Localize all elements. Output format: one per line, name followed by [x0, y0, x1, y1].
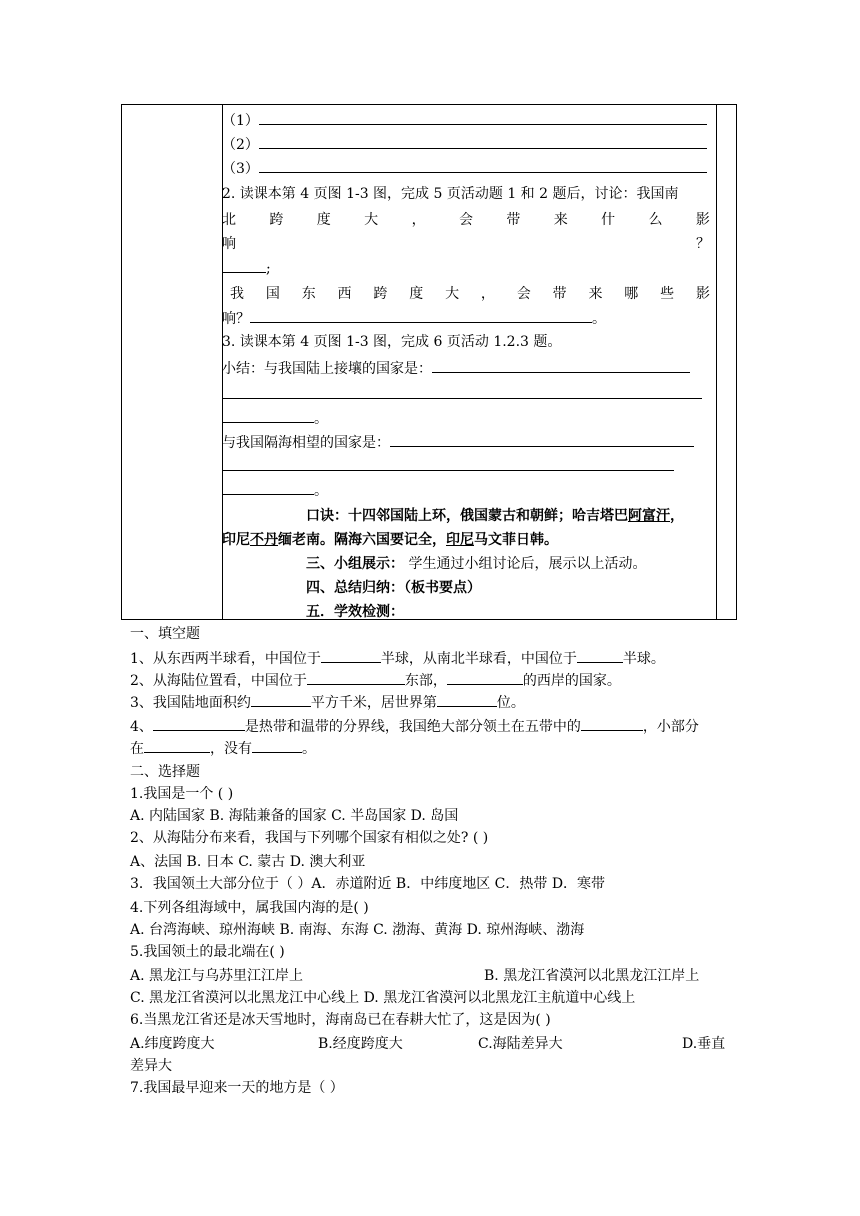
choice-question-5-options-cd: C. 黑龙江省漠河以北黑龙江中心线上 D. 黑龙江省漠河以北黑龙江主航道中心线上	[130, 990, 636, 1006]
blank-line	[432, 358, 690, 373]
summary-land-line-3	[222, 408, 328, 429]
blank-line	[437, 692, 497, 707]
fill-question-2	[130, 670, 621, 691]
summary-sea-neighbors	[222, 432, 694, 453]
text-fragment: 3、我国陆地面积约	[130, 695, 251, 711]
choice-question-6-option-d-cont: 差异大	[130, 1058, 172, 1074]
question-2-ns-blank	[222, 258, 271, 279]
justified-char: 会	[516, 286, 531, 302]
justified-char: 哪	[624, 286, 639, 302]
blank-line	[222, 480, 314, 495]
section-5-check: 五．学效检测：	[306, 604, 404, 620]
justified-char: 西	[337, 286, 352, 302]
text-fragment: ，	[670, 508, 684, 524]
choice-question-6-option-d: D.垂直	[682, 1036, 726, 1052]
blank-line	[577, 648, 623, 663]
text-fragment: 是热带和温带的分界线，我国绝大部分领土在五带中的	[244, 719, 581, 735]
blank-line	[252, 738, 302, 753]
text-fragment: 马文菲日韩。	[474, 532, 558, 548]
answer-line-1	[222, 110, 707, 131]
mnemonic-line-2	[222, 530, 558, 550]
choice-question-2-options: A、法国 B. 日本 C. 蒙古 D. 澳大利亚	[130, 854, 366, 870]
question-2-ns-end	[222, 234, 710, 254]
justified-char: 国	[265, 286, 280, 302]
question-2-east-west-line	[230, 284, 710, 304]
choice-question-5: 5.我国领土的最北端在( )	[130, 944, 285, 960]
part-2-title: 二、选择题	[130, 764, 200, 780]
blank-line	[222, 384, 702, 399]
text-fragment: ？	[696, 236, 710, 252]
justified-char: 影	[695, 286, 710, 302]
question-2-ew-end	[222, 308, 606, 329]
text-fragment: 半球。	[622, 651, 665, 667]
answer-label-1: （1）	[222, 113, 259, 129]
part-1-title: 一、填空题	[130, 626, 200, 642]
text-fragment: 。	[314, 411, 328, 427]
text-fragment: 学生通过小组讨论后，展示以上活动。	[404, 556, 647, 572]
section-4-summary: 四、总结归纳：（板书要点）	[306, 580, 481, 596]
blank-line	[222, 408, 314, 423]
text-fragment: 。	[302, 741, 316, 757]
choice-question-6-option-b: B.经度跨度大	[318, 1036, 403, 1052]
choice-question-3: 3．我国领土大部分位于（ ）A．赤道附近 B．中纬度地区 C．热带 D．寒带	[130, 876, 606, 892]
fill-question-4-cont	[130, 738, 316, 759]
answer-label-2: （2）	[222, 137, 259, 153]
text-fragment: 小结：与我国陆上接壤的国家是：	[222, 361, 432, 377]
section-heading: 三、小组展示：	[306, 556, 404, 572]
justified-char: 来	[553, 212, 568, 228]
justified-char: 跨	[373, 286, 388, 302]
text-fragment: 响	[222, 236, 236, 252]
section-3-group-display	[306, 554, 646, 574]
blank-line	[250, 308, 592, 323]
justified-char: 些	[660, 286, 675, 302]
justified-char: ，	[411, 212, 426, 228]
choice-question-4: 4.下列各组海域中，属我国内海的是( )	[130, 900, 369, 916]
text-fragment: 印尼	[222, 532, 250, 548]
fill-question-4	[130, 716, 699, 737]
text-fragment: 的西岸的国家。	[522, 673, 621, 689]
blank-line	[259, 158, 707, 173]
choice-question-7: 7.我国最早迎来一天的地方是（ ）	[130, 1080, 344, 1096]
text-fragment: 2、从海陆位置看，中国位于	[130, 673, 307, 689]
text-fragment: 与我国隔海相望的国家是：	[222, 435, 390, 451]
blank-line	[144, 738, 210, 753]
text-fragment: 。	[314, 483, 328, 499]
justified-char: 北	[222, 212, 236, 228]
choice-question-5-option-a: A. 黑龙江与乌苏里江江岸上	[130, 968, 304, 984]
summary-land-neighbors	[222, 358, 690, 379]
blank-line	[321, 648, 381, 663]
text-fragment: 平方千米，居世界第	[310, 695, 437, 711]
text-fragment: 阿富汗	[628, 508, 670, 524]
table-divider-right	[716, 105, 717, 619]
text-fragment: ，小部分	[642, 719, 699, 735]
choice-question-6: 6.当黑龙江省还是冰天雪地时，海南岛已在春耕大忙了，这是因为( )	[130, 1012, 551, 1028]
justified-char: 么	[648, 212, 663, 228]
blank-line	[259, 110, 707, 125]
text-fragment: 缅老南。隔海六国要记全，	[278, 532, 446, 548]
text-fragment: 印尼	[446, 532, 474, 548]
justified-char: ，	[480, 286, 495, 302]
justified-char: 度	[316, 212, 331, 228]
text-fragment: 东部，	[404, 673, 447, 689]
blank-line	[581, 716, 643, 731]
blank-line	[390, 432, 694, 447]
justified-char: 大	[445, 286, 460, 302]
choice-question-4-options: A. 台湾海峡、琼州海峡 B. 南海、东海 C. 渤海、黄海 D. 琼州海峡、渤海	[130, 922, 585, 938]
blank-line	[222, 258, 266, 273]
summary-sea-line-3	[222, 480, 328, 501]
text-fragment: 半球，从南北半球看，中国位于	[380, 651, 577, 667]
blank-line	[447, 670, 523, 685]
text-fragment: 。	[592, 311, 606, 327]
choice-question-5-option-b: B. 黑龙江省漠河以北黑龙江江岸上	[484, 968, 700, 984]
justified-char: 大	[364, 212, 379, 228]
justified-char: 什	[601, 212, 616, 228]
text-fragment: 口诀：十四邻国陆上环，俄国蒙古和朝鲜；哈吉塔巴	[306, 508, 628, 524]
blank-line	[259, 134, 707, 149]
choice-question-2: 2、从海陆分布来看，我国与下列哪个国家有相似之处? ( )	[130, 830, 489, 846]
answer-line-2	[222, 134, 707, 155]
blank-line	[222, 456, 674, 471]
justified-char: 会	[458, 212, 473, 228]
answer-line-3	[222, 158, 707, 179]
mnemonic-line-1	[306, 506, 684, 526]
choice-question-6-option-c: C.海陆差异大	[478, 1036, 563, 1052]
summary-sea-line-2	[222, 456, 674, 477]
blank-line	[307, 670, 405, 685]
text-fragment: ;	[266, 261, 271, 277]
justified-char: 东	[301, 286, 316, 302]
justified-char: 带	[552, 286, 567, 302]
text-fragment: 位。	[496, 695, 525, 711]
choice-question-1: 1.我国是一个 ( )	[130, 786, 234, 802]
choice-question-1-options: A. 内陆国家 B. 海陆兼备的国家 C. 半岛国家 D. 岛国	[130, 808, 459, 824]
text-fragment: ，没有	[210, 741, 252, 757]
fill-question-3	[130, 692, 525, 713]
fill-question-1	[130, 648, 665, 669]
justified-char: 度	[409, 286, 424, 302]
justified-char: 来	[588, 286, 603, 302]
justified-char: 跨	[269, 212, 284, 228]
text-fragment: 4、	[130, 719, 153, 735]
blank-line	[251, 692, 311, 707]
answer-label-3: （3）	[222, 161, 259, 177]
summary-land-line-2	[222, 384, 702, 405]
justified-char: 带	[506, 212, 521, 228]
blank-line	[153, 716, 245, 731]
text-fragment: 响？	[222, 311, 250, 327]
justified-char: 影	[695, 212, 710, 228]
choice-question-6-option-a: A.纬度跨度大	[130, 1036, 215, 1052]
question-2-intro: 2. 读课本第 4 页图 1-3 图，完成 5 页活动题 1 和 2 题后，讨论：我国南	[222, 186, 679, 202]
text-fragment: 在	[130, 741, 144, 757]
text-fragment: 1、从东西两半球看，中国位于	[130, 651, 321, 667]
question-3: 3. 读课本第 4 页图 1-3 图，完成 6 页活动 1.2.3 题。	[222, 334, 562, 350]
question-2-north-south-line	[222, 210, 710, 230]
justified-char: 我	[230, 286, 244, 302]
text-fragment: 不丹	[250, 532, 278, 548]
